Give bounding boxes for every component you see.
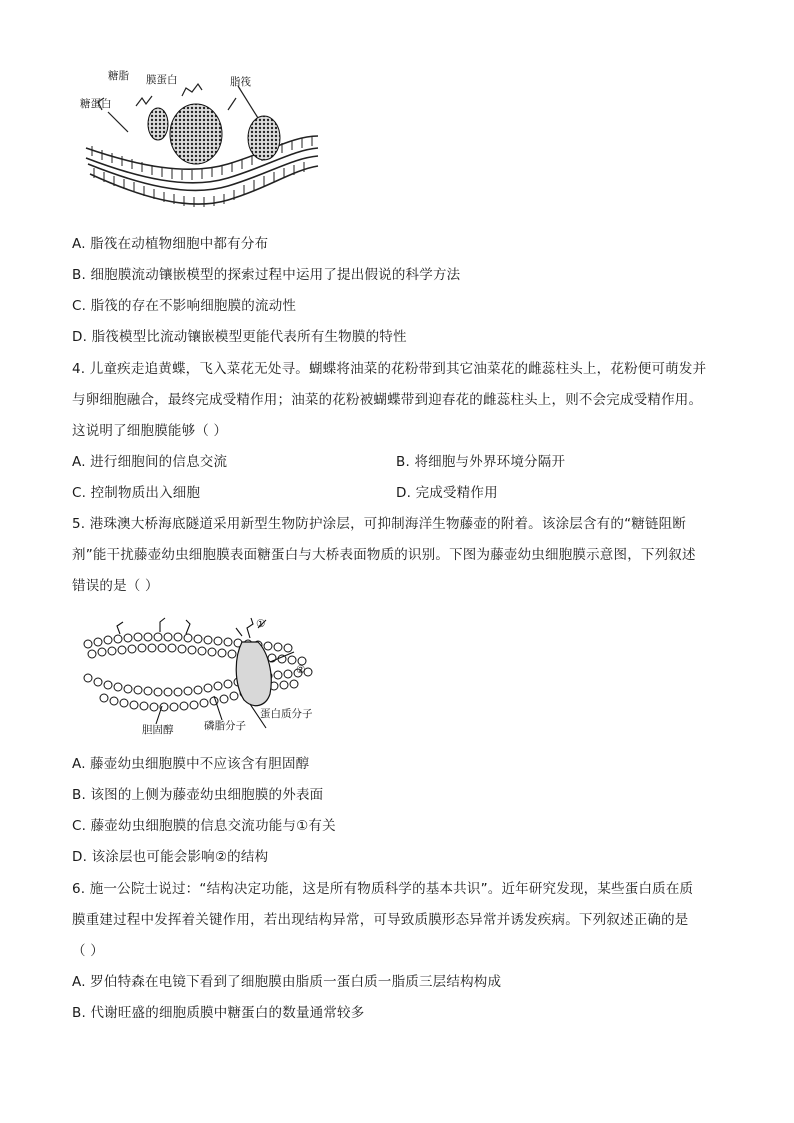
q6-stem-line-1: 6. 施一公院士说过：“结构决定功能，这是所有物质科学的基本共识”。近年研究发现，某些蛋白质在质 — [72, 881, 694, 897]
q6-stem-line-2: 膜重建过程中发挥着关键作用，若出现结构异常，可导致质膜形态异常并诱发疾病。下列叙述正确的是 — [72, 912, 689, 928]
q6-option-a: A. 罗伯特森在电镜下看到了细胞膜由脂质一蛋白质一脂质三层结构构成 — [72, 974, 502, 990]
q6-stem-line-3: （ ） — [72, 943, 104, 959]
label-marker-2: ② — [296, 664, 306, 676]
q3-option-d: D. 脂筏模型比流动镶嵌模型更能代表所有生物膜的特性 — [72, 329, 407, 345]
label-marker-1: ① — [256, 618, 266, 630]
label-membrane-protein: 膜蛋白 — [146, 74, 178, 86]
q5-stem-line-3: 错误的是（ ） — [72, 578, 159, 594]
label-glycolipid: 糖脂 — [108, 70, 129, 82]
q6-option-b: B. 代谢旺盛的细胞质膜中糖蛋白的数量通常较多 — [72, 1005, 365, 1021]
label-phospholipid: 磷脂分子 — [204, 720, 246, 732]
q4-stem-line-2: 与卵细胞融合，最终完成受精作用；油菜的花粉被蝴蝶带到迎春花的雌蕊柱头上，则不会完成受精作用。 — [72, 392, 703, 408]
q4-stem-line-1: 4. 儿童疾走追黄蝶，飞入菜花无处寻。蝴蝶将油菜的花粉带到其它油菜花的雌蕊柱头上，花粉便可萌发并 — [72, 361, 707, 377]
q5-option-a: A. 藤壶幼虫细胞膜中不应该含有胆固醇 — [72, 756, 310, 772]
q5-option-d: D. 该涂层也可能会影响②的结构 — [72, 849, 269, 865]
q3-option-a: A. 脂筏在动植物细胞中都有分布 — [72, 236, 269, 252]
q5-stem-line-2: 剂”能干扰藤壶幼虫细胞膜表面糖蛋白与大桥表面物质的识别。下图为藤壶幼虫细胞膜示意图，下列叙述 — [72, 547, 696, 563]
label-lipid-raft: 脂筏 — [230, 76, 251, 88]
q5-stem-line-1: 5. 港珠澳大桥海底隧道采用新型生物防护涂层，可抑制海洋生物藤壶的附着。该涂层含有的“糖链阻断 — [72, 516, 687, 532]
q5-option-c: C. 藤壶幼虫细胞膜的信息交流功能与①有关 — [72, 818, 336, 834]
q3-option-c: C. 脂筏的存在不影响细胞膜的流动性 — [72, 298, 297, 314]
lipid-raft-figure — [78, 66, 328, 226]
q4-stem-line-3: 这说明了细胞膜能够（ ） — [72, 423, 228, 439]
q5-option-b: B. 该图的上侧为藤壶幼虫细胞膜的外表面 — [72, 787, 324, 803]
label-glycoprotein: 糖蛋白 — [80, 98, 112, 110]
q4-option-c: C. 控制物质出入细胞 — [72, 485, 201, 501]
q3-option-b: B. 细胞膜流动镶嵌模型的探索过程中运用了提出假说的科学方法 — [72, 267, 461, 283]
q4-option-d: D. 完成受精作用 — [396, 485, 498, 501]
q4-option-a: A. 进行细胞间的信息交流 — [72, 454, 228, 470]
label-protein: 蛋白质分子 — [260, 708, 313, 720]
label-cholesterol: 胆固醇 — [142, 724, 174, 736]
lipid-raft-diagram — [78, 66, 328, 226]
barnacle-membrane-figure — [74, 614, 334, 744]
q4-option-b: B. 将细胞与外界环境分隔开 — [396, 454, 566, 470]
